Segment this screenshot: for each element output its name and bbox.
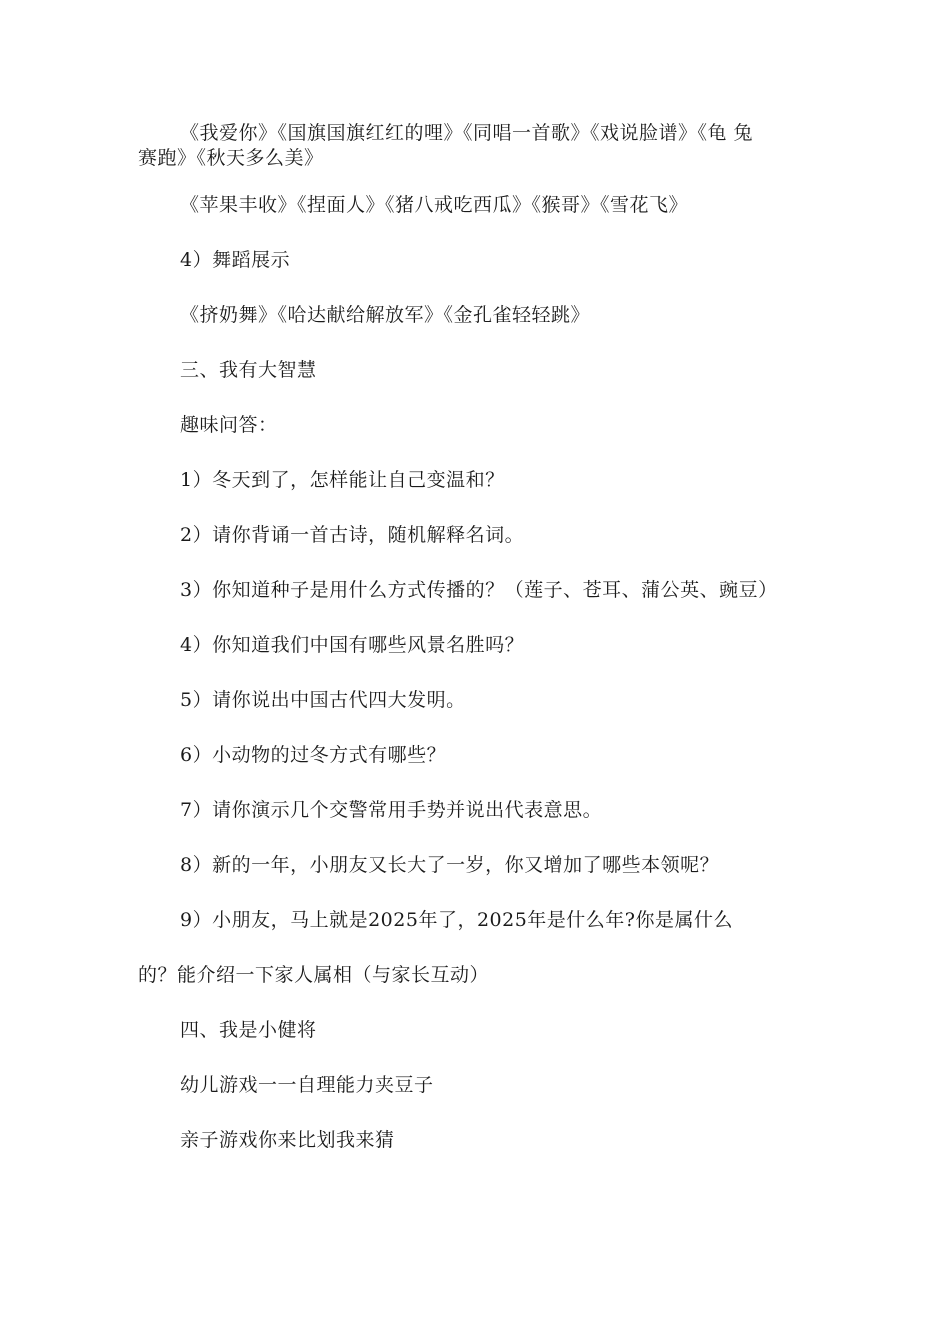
quiz-item-2: 2）请你背诵一首古诗，随机解释名词。: [180, 524, 525, 546]
quiz-heading: 趣味问答：: [180, 414, 278, 436]
quiz-item-5: 5）请你说出中国古代四大发明。: [180, 689, 466, 711]
quiz-item-8: 8）新的一年，小朋友又长大了一岁，你又增加了哪些本领呢？: [180, 854, 720, 876]
quiz-item-9: 9）小朋友，马上就是2025年了，2025年是什么年?你是属什么: [180, 909, 733, 931]
song-list-line-3: 《苹果丰收》《捏面人》《猪八戒吃西瓜》《猴哥》《雪花飞》: [180, 194, 689, 216]
parent-child-game: 亲子游戏你来比划我来猜: [180, 1129, 395, 1151]
quiz-item-7: 7）请你演示几个交警常用手势并说出代表意思。: [180, 799, 603, 821]
dance-heading: 4）舞蹈展示: [180, 249, 291, 271]
song-list-line-2: 赛跑》《秋天多么美》: [138, 147, 324, 169]
dance-list: 《挤奶舞》《哈达献给解放军》《金孔雀轻轻跳》: [180, 304, 591, 326]
section-three-heading: 三、我有大智慧: [180, 359, 317, 381]
quiz-item-6: 6）小动物的过冬方式有哪些？: [180, 744, 447, 766]
quiz-item-4: 4）你知道我们中国有哪些风景名胜吗？: [180, 634, 525, 656]
quiz-item-1: 1）冬天到了，怎样能让自己变温和？: [180, 469, 505, 491]
child-game: 幼儿游戏一一自理能力夹豆子: [180, 1074, 434, 1096]
song-list-line-1: 《我爱你》《国旗国旗红红的哩》《同唱一首歌》《戏说脸谱》《龟 兔: [180, 122, 754, 144]
section-four-heading: 四、我是小健将: [180, 1019, 317, 1041]
quiz-item-9-continued: 的？能介绍一下家人属相（与家长互动）: [138, 964, 490, 986]
quiz-item-3: 3）你知道种子是用什么方式传播的？（莲子、苍耳、蒲公英、豌豆）: [180, 579, 778, 601]
